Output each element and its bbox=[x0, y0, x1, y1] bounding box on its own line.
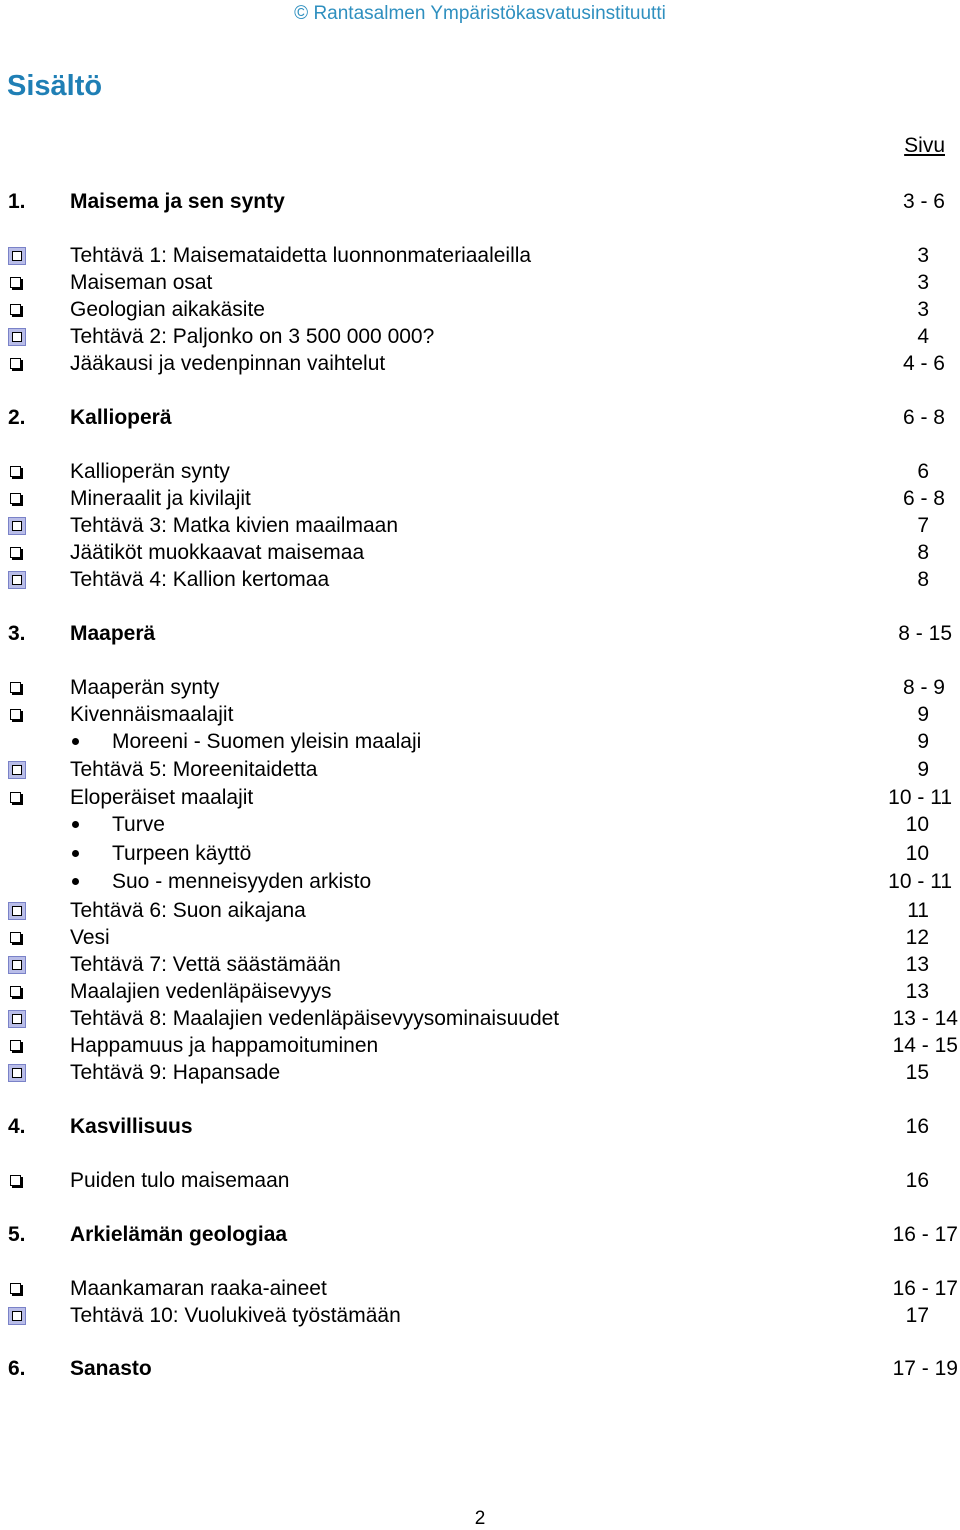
checkbox-icon bbox=[10, 682, 21, 693]
toc-section-6[interactable] bbox=[0, 1355, 960, 1382]
toc-item[interactable] bbox=[0, 1302, 960, 1329]
item-label: Geologian aikakäsite bbox=[70, 298, 265, 321]
page-number: 7 bbox=[917, 514, 929, 537]
toc-section-2[interactable] bbox=[0, 404, 960, 431]
page-range: 16 bbox=[905, 1115, 929, 1138]
item-label: Tehtävä 3: Matka kivien maailmaan bbox=[70, 514, 398, 537]
toc-section-1[interactable] bbox=[0, 188, 960, 215]
task-icon bbox=[8, 956, 26, 974]
toc-item[interactable] bbox=[0, 242, 960, 269]
bullet-icon bbox=[72, 850, 79, 857]
page-column-header: Sivu bbox=[904, 134, 945, 157]
toc-item[interactable] bbox=[0, 897, 960, 924]
section-number: 3. bbox=[8, 622, 26, 645]
page-number: 13 - 14 bbox=[892, 1007, 958, 1030]
page-number: 10 - 11 bbox=[888, 870, 952, 893]
bullet-icon bbox=[72, 878, 79, 885]
checkbox-icon bbox=[10, 932, 21, 943]
section-number: 1. bbox=[8, 190, 26, 213]
toc-item[interactable] bbox=[0, 978, 960, 1005]
item-label: Tehtävä 7: Vettä säästämään bbox=[70, 953, 341, 976]
toc-item[interactable] bbox=[0, 350, 960, 377]
checkbox-icon bbox=[10, 547, 21, 558]
toc-item[interactable] bbox=[0, 1032, 960, 1059]
toc-item[interactable] bbox=[0, 485, 960, 512]
page-number: 4 - 6 bbox=[902, 352, 945, 375]
task-icon bbox=[8, 517, 26, 535]
checkbox-icon bbox=[10, 1040, 21, 1051]
toc-section-4[interactable] bbox=[0, 1113, 960, 1140]
toc-item[interactable] bbox=[0, 1167, 960, 1194]
item-label: Tehtävä 4: Kallion kertomaa bbox=[70, 568, 330, 591]
item-label: Tehtävä 5: Moreenitaidetta bbox=[70, 758, 318, 781]
page-number: 16 bbox=[905, 1169, 929, 1192]
page-title: Sisältö bbox=[7, 70, 103, 102]
checkbox-icon bbox=[10, 792, 21, 803]
toc-subitem[interactable] bbox=[0, 728, 960, 755]
item-label: Mineraalit ja kivilajit bbox=[70, 487, 251, 510]
checkbox-icon bbox=[10, 466, 21, 477]
task-icon bbox=[8, 247, 26, 265]
checkbox-icon bbox=[10, 277, 21, 288]
page-number: 9 bbox=[917, 703, 929, 726]
task-icon bbox=[8, 902, 26, 920]
copyright-header: © Rantasalmen Ympäristökasvatusinstituutti bbox=[294, 3, 666, 24]
page-number: 3 bbox=[917, 271, 929, 294]
page-number: 3 bbox=[917, 244, 929, 267]
item-label: Maalajien vedenläpäisevyys bbox=[70, 980, 332, 1003]
item-label: Tehtävä 8: Maalajien vedenläpäisevyysominaisuudet bbox=[70, 1007, 560, 1030]
toc-subitem[interactable] bbox=[0, 840, 960, 867]
page-number: 10 bbox=[905, 842, 929, 865]
bullet-icon bbox=[72, 821, 79, 828]
page-number: 6 bbox=[917, 460, 929, 483]
item-label: Happamuus ja happamoituminen bbox=[70, 1034, 379, 1057]
task-icon bbox=[8, 328, 26, 346]
item-label: Turpeen käyttö bbox=[112, 842, 252, 865]
bullet-icon bbox=[72, 738, 79, 745]
item-label: Turve bbox=[112, 813, 165, 836]
checkbox-icon bbox=[10, 1283, 21, 1294]
page-number: 10 - 11 bbox=[888, 786, 952, 809]
section-number: 5. bbox=[8, 1223, 26, 1246]
page-number: 8 bbox=[917, 568, 929, 591]
toc-item[interactable] bbox=[0, 512, 960, 539]
page-number: 12 bbox=[905, 926, 929, 949]
section-title: Sanasto bbox=[70, 1357, 152, 1380]
page-number-footer: 2 bbox=[474, 1508, 486, 1529]
toc-item[interactable] bbox=[0, 951, 960, 978]
page-range: 17 - 19 bbox=[892, 1357, 958, 1380]
item-label: Puiden tulo maisemaan bbox=[70, 1169, 290, 1192]
checkbox-icon bbox=[10, 304, 21, 315]
page-range: 8 - 15 bbox=[898, 622, 952, 645]
section-number: 2. bbox=[8, 406, 26, 429]
page-range: 6 - 8 bbox=[902, 406, 945, 429]
page-number: 16 - 17 bbox=[892, 1277, 958, 1300]
section-title: Kasvillisuus bbox=[70, 1115, 193, 1138]
item-label: Eloperäiset maalajit bbox=[70, 786, 254, 809]
page-number: 14 - 15 bbox=[892, 1034, 958, 1057]
item-label: Tehtävä 2: Paljonko on 3 500 000 000? bbox=[70, 325, 435, 348]
page-number: 9 bbox=[917, 730, 929, 753]
toc-item[interactable] bbox=[0, 296, 960, 323]
page-range: 3 - 6 bbox=[902, 190, 945, 213]
toc-item[interactable] bbox=[0, 458, 960, 485]
toc-item[interactable] bbox=[0, 701, 960, 728]
toc-item[interactable] bbox=[0, 924, 960, 951]
checkbox-icon bbox=[10, 709, 21, 720]
section-title: Kallioperä bbox=[70, 406, 172, 429]
item-label: Tehtävä 9: Hapansade bbox=[70, 1061, 281, 1084]
task-icon bbox=[8, 1010, 26, 1028]
page-number: 17 bbox=[905, 1304, 929, 1327]
page-range: 16 - 17 bbox=[892, 1223, 958, 1246]
section-title: Arkielämän geologiaa bbox=[70, 1223, 288, 1246]
page-number: 4 bbox=[917, 325, 929, 348]
item-label: Jääkausi ja vedenpinnan vaihtelut bbox=[70, 352, 386, 375]
page-number: 13 bbox=[905, 953, 929, 976]
section-title: Maisema ja sen synty bbox=[70, 190, 285, 213]
checkbox-icon bbox=[10, 358, 21, 369]
item-label: Maaperän synty bbox=[70, 676, 220, 699]
toc-item[interactable] bbox=[0, 756, 960, 783]
page-number: 8 - 9 bbox=[902, 676, 945, 699]
checkbox-icon bbox=[10, 986, 21, 997]
item-label: Maiseman osat bbox=[70, 271, 213, 294]
toc-item[interactable] bbox=[0, 674, 960, 701]
page-number: 8 bbox=[917, 541, 929, 564]
item-label: Vesi bbox=[70, 926, 110, 949]
task-icon bbox=[8, 1064, 26, 1082]
toc-item[interactable] bbox=[0, 539, 960, 566]
page-number: 3 bbox=[917, 298, 929, 321]
section-number: 6. bbox=[8, 1357, 26, 1380]
page-number: 9 bbox=[917, 758, 929, 781]
item-label: Tehtävä 10: Vuolukiveä työstämään bbox=[70, 1304, 401, 1327]
item-label: Jäätiköt muokkaavat maisemaa bbox=[70, 541, 365, 564]
toc-item[interactable] bbox=[0, 566, 960, 593]
page-number: 15 bbox=[905, 1061, 929, 1084]
item-label: Kallioperän synty bbox=[70, 460, 230, 483]
page-number: 11 bbox=[907, 899, 929, 922]
item-label: Tehtävä 6: Suon aikajana bbox=[70, 899, 306, 922]
toc-item[interactable] bbox=[0, 1275, 960, 1302]
toc-item[interactable] bbox=[0, 784, 960, 811]
toc-section-3[interactable] bbox=[0, 620, 960, 647]
page-number: 6 - 8 bbox=[902, 487, 945, 510]
toc-subitem[interactable] bbox=[0, 868, 960, 895]
task-icon bbox=[8, 761, 26, 779]
toc-item[interactable] bbox=[0, 1059, 960, 1086]
item-label: Tehtävä 1: Maisemataidetta luonnonmateriaaleilla bbox=[70, 244, 532, 267]
checkbox-icon bbox=[10, 1175, 21, 1186]
task-icon bbox=[8, 1307, 26, 1325]
toc-subitem[interactable] bbox=[0, 811, 960, 838]
item-label: Suo - menneisyyden arkisto bbox=[112, 870, 372, 893]
section-title: Maaperä bbox=[70, 622, 156, 645]
toc-section-5[interactable] bbox=[0, 1221, 960, 1248]
item-label: Kivennäismaalajit bbox=[70, 703, 234, 726]
item-label: Maankamaran raaka-aineet bbox=[70, 1277, 327, 1300]
toc-item[interactable] bbox=[0, 1005, 960, 1032]
item-label: Moreeni - Suomen yleisin maalaji bbox=[112, 730, 422, 753]
task-icon bbox=[8, 571, 26, 589]
page-number: 13 bbox=[905, 980, 929, 1003]
page-number: 10 bbox=[905, 813, 929, 836]
toc-item[interactable] bbox=[0, 323, 960, 350]
section-number: 4. bbox=[8, 1115, 26, 1138]
toc-item[interactable] bbox=[0, 269, 960, 296]
checkbox-icon bbox=[10, 493, 21, 504]
